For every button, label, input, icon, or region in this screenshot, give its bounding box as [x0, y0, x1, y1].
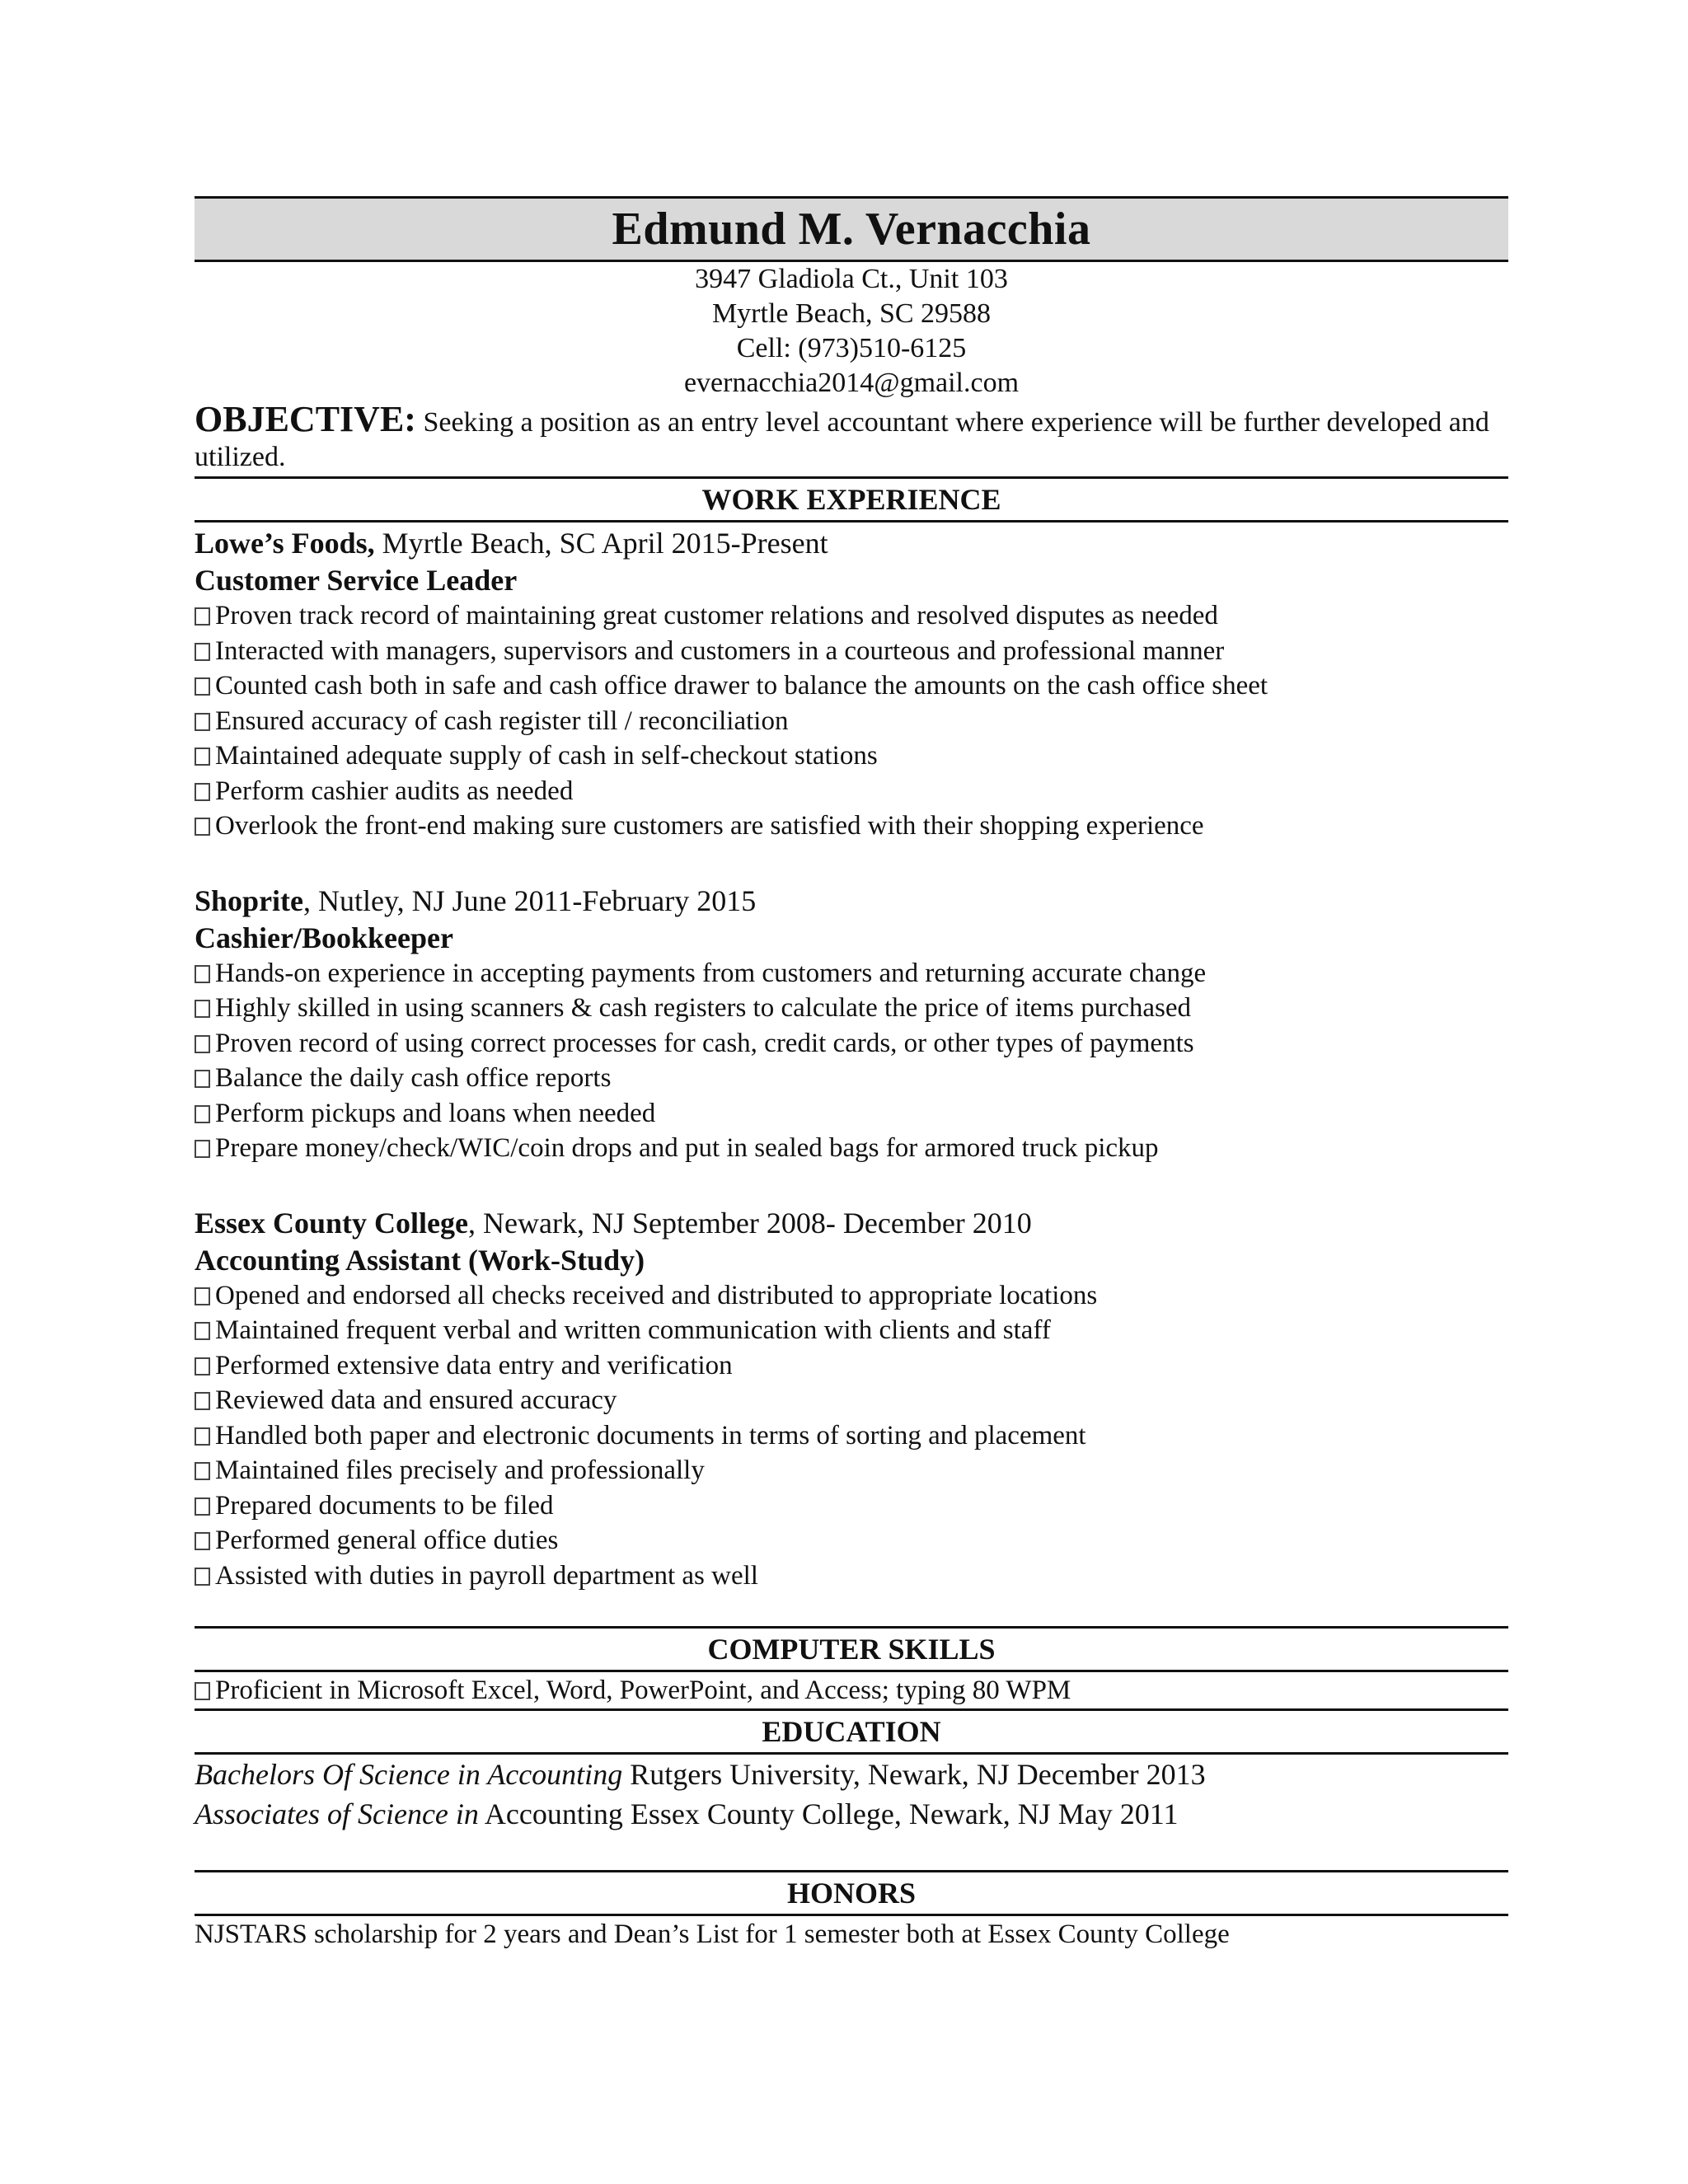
phone: Cell: (973)510-6125	[736, 333, 967, 363]
school-details: Accounting Essex County College, Newark, NJ May 2011	[478, 1797, 1179, 1830]
checkbox-icon	[195, 713, 210, 731]
address-line-1: 3947 Gladiola Ct., Unit 103	[695, 264, 1008, 294]
bullet-item: Maintained frequent verbal and written communication with clients and staff	[195, 1313, 1508, 1348]
job-header	[195, 524, 1508, 562]
degree: Associates of Science in	[195, 1797, 479, 1830]
contact-block	[195, 262, 1508, 401]
checkbox-icon	[195, 748, 210, 766]
job-entry	[195, 882, 1508, 1166]
job-bullets	[195, 598, 1508, 844]
spacer	[195, 844, 1508, 880]
resume-page	[195, 196, 1508, 1952]
bullet-item: Handled both paper and electronic documents in terms of sorting and placement	[195, 1418, 1508, 1454]
checkbox-icon	[195, 1105, 210, 1123]
job-entry	[195, 524, 1508, 844]
bullet-item: Ensured accuracy of cash register till / reconciliation	[195, 704, 1508, 739]
employer: Essex County College	[195, 1206, 468, 1240]
job-header	[195, 882, 1508, 920]
employer: Shoprite	[195, 883, 304, 917]
checkbox-icon	[195, 1462, 210, 1480]
checkbox-icon	[195, 1427, 210, 1446]
education-heading: EDUCATION	[195, 1708, 1508, 1755]
work-experience-heading: WORK EXPERIENCE	[195, 476, 1508, 523]
bullet-item: Prepare money/check/WIC/coin drops and put in sealed bags for armored truck pickup	[195, 1131, 1508, 1166]
bullet-item: Reviewed data and ensured accuracy	[195, 1383, 1508, 1418]
objective-label: OBJECTIVE:	[195, 399, 416, 439]
checkbox-icon	[195, 1140, 210, 1158]
skills-line	[195, 1672, 1508, 1708]
bullet-item: Balance the daily cash office reports	[195, 1061, 1508, 1096]
objective	[195, 399, 1508, 476]
bullet-item: Counted cash both in safe and cash office drawer to balance the amounts on the cash office sheet	[195, 668, 1508, 704]
job-entry	[195, 1204, 1508, 1594]
job-title: Cashier/Bookkeeper	[195, 921, 453, 954]
checkbox-icon	[195, 1532, 210, 1550]
name-header	[195, 196, 1508, 262]
checkbox-icon	[195, 818, 210, 836]
checkbox-icon	[195, 1497, 210, 1516]
skills-text: Proficient in Microsoft Excel, Word, PowerPoint, and Access; typing 80 WPM	[215, 1675, 1071, 1705]
spacer	[195, 1166, 1508, 1202]
checkbox-icon	[195, 1035, 210, 1053]
checkbox-icon	[195, 1322, 210, 1340]
bullet-item: Assisted with duties in payroll department as well	[195, 1558, 1508, 1594]
spacer	[195, 1834, 1508, 1870]
checkbox-icon	[195, 783, 210, 801]
bullet-item: Perform cashier audits as needed	[195, 774, 1508, 809]
checkbox-icon	[195, 1000, 210, 1018]
checkbox-icon	[195, 643, 210, 661]
spacer	[195, 1593, 1508, 1626]
checkbox-icon	[195, 1392, 210, 1410]
honors-text: NJSTARS scholarship for 2 years and Dean’s List for 1 semester both at Essex County College	[195, 1919, 1230, 1949]
employer: Lowe’s Foods,	[195, 527, 375, 560]
objective-text: Seeking a position as an entry level accountant where experience will be further developed and utilized.	[195, 407, 1489, 472]
education-entry	[195, 1794, 1508, 1834]
email: evernacchia2014@gmail.com	[683, 368, 1020, 398]
job-bullets	[195, 956, 1508, 1166]
job-header	[195, 1204, 1508, 1242]
bullet-item: Maintained adequate supply of cash in self-checkout stations	[195, 738, 1508, 774]
checkbox-icon	[195, 1568, 210, 1586]
checkbox-icon	[195, 1682, 210, 1700]
job-details: , Newark, NJ September 2008- December 2010	[468, 1206, 1032, 1240]
bullet-item: Proven record of using correct processes for cash, credit cards, or other types of payments	[195, 1026, 1508, 1062]
bullet-item: Hands-on experience in accepting payments from customers and returning accurate change	[195, 956, 1508, 991]
checkbox-icon	[195, 1357, 210, 1376]
checkbox-icon	[195, 607, 210, 626]
job-details: Myrtle Beach, SC April 2015-Present	[374, 527, 828, 560]
candidate-name: Edmund M. Vernacchia	[612, 204, 1091, 255]
bullet-item: Performed extensive data entry and verification	[195, 1348, 1508, 1384]
bullet-item: Maintained files precisely and professionally	[195, 1453, 1508, 1488]
degree: Bachelors Of Science in Accounting	[195, 1758, 623, 1791]
education-entry	[195, 1755, 1508, 1794]
bullet-item: Overlook the front-end making sure customers are satisfied with their shopping experience	[195, 808, 1508, 844]
job-details: , Nutley, NJ June 2011-February 2015	[303, 883, 757, 917]
school-details: Rutgers University, Newark, NJ December 2013	[622, 1758, 1206, 1791]
job-title: Customer Service Leader	[195, 564, 518, 597]
computer-skills-heading: COMPUTER SKILLS	[195, 1626, 1508, 1672]
honors-heading: HONORS	[195, 1870, 1508, 1916]
bullet-item: Opened and endorsed all checks received and distributed to appropriate locations	[195, 1278, 1508, 1314]
bullet-item: Perform pickups and loans when needed	[195, 1096, 1508, 1132]
checkbox-icon	[195, 965, 210, 983]
bullet-item: Highly skilled in using scanners & cash registers to calculate the price of items purchased	[195, 991, 1508, 1026]
bullet-item: Performed general office duties	[195, 1523, 1508, 1558]
bullet-item: Proven track record of maintaining great customer relations and resolved disputes as needed	[195, 598, 1508, 634]
checkbox-icon	[195, 1287, 210, 1305]
bullet-item: Prepared documents to be filed	[195, 1488, 1508, 1524]
address-line-2: Myrtle Beach, SC 29588	[711, 298, 992, 329]
checkbox-icon	[195, 1070, 210, 1088]
job-title: Accounting Assistant (Work-Study)	[195, 1243, 645, 1277]
checkbox-icon	[195, 677, 210, 696]
bullet-item: Interacted with managers, supervisors and customers in a courteous and professional manner	[195, 634, 1508, 669]
job-bullets	[195, 1278, 1508, 1594]
